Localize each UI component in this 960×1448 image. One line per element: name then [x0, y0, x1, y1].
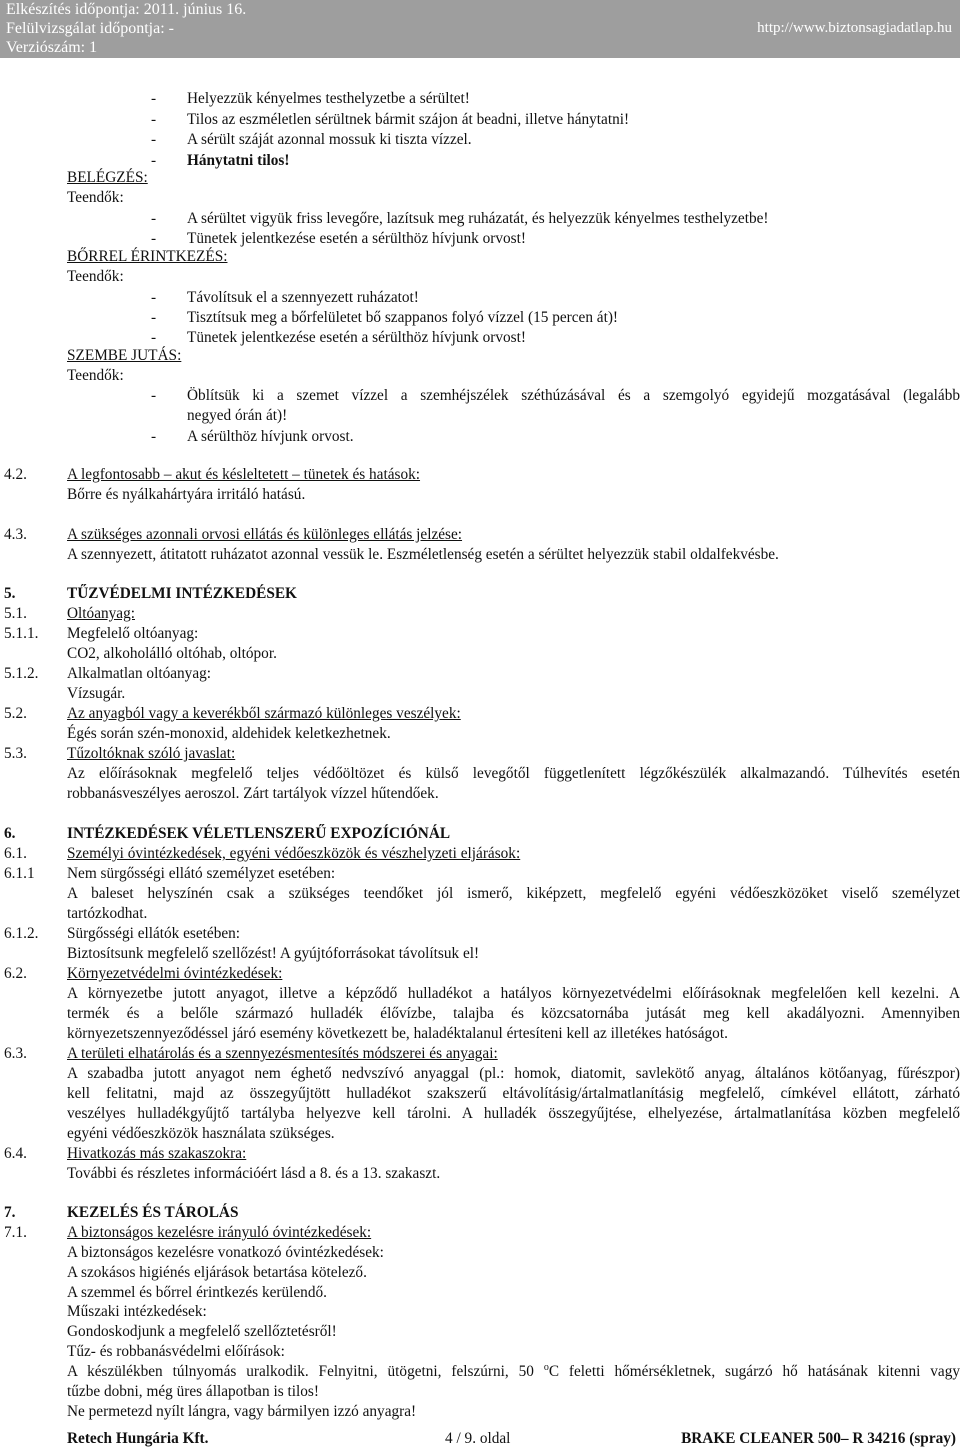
list-item: Tünetek jelentkezése esetén a sérülthöz hívjunk orvost!	[187, 230, 526, 247]
section-text: Műszaki intézkedések:	[67, 1303, 207, 1320]
section-number: 7.	[4, 1204, 16, 1221]
website-link[interactable]: http://www.biztonsagiadatlap.hu	[757, 20, 952, 36]
section-text: Vízsugár.	[67, 685, 126, 702]
section-text: Ne permetezd nyílt lángra, vagy bármilyen izzó anyagra!	[67, 1403, 417, 1420]
section-number: 6.3.	[4, 1045, 27, 1062]
section-number: 5.2.	[4, 705, 27, 722]
bullet-dash: -	[151, 230, 157, 247]
tasks-label: Teendők:	[67, 367, 124, 384]
section-text: tartózkodhat.	[67, 905, 148, 922]
section-heading: INTÉZKEDÉSEK VÉLETLENSZERŰ EXPOZÍCIÓNÁL	[67, 825, 451, 842]
footer-product: BRAKE CLEANER 500– R 34216 (spray)	[681, 1430, 956, 1447]
section-text: Gondoskodjunk a megfelelő szellőztetésről!	[67, 1323, 337, 1340]
bullet-dash: -	[151, 111, 157, 128]
section-text: termék és a belőle származó hulladék élővízbe, talajba és közcsatornába jutását meg kell akadályozni. Amennyiben	[67, 1005, 960, 1022]
version-number: Verziószám: 1	[6, 39, 98, 56]
section-text: A környezetbe jutott anyagot, illetve a képződő hulladékot a hatályos környezetvédelmi előírásoknak megfelelően kell kezelni. A	[67, 985, 960, 1002]
list-item: A sérültet vigyük friss levegőre, lazítsuk meg ruházatát, és helyezzük kényelmes testhelyzetbe!	[187, 210, 769, 227]
creation-date: Elkészítés időpontja: 2011. június 16.	[6, 1, 247, 18]
section-text: Bőrre és nyálkahártyára irritáló hatású.	[67, 486, 306, 503]
section-title: Az anyagból vagy a keverékből származó különleges veszélyek:	[67, 705, 461, 722]
list-item: Öblítsük ki a szemet vízzel a szemhéjszélek széthúzásával és a szemgolyó egyidejű mozgatásával (legalább	[187, 387, 960, 404]
degree-superscript: o	[543, 1361, 549, 1373]
bullet-dash: -	[151, 90, 157, 107]
list-item: A sérült száját azonnal mossuk ki tiszta vízzel.	[187, 131, 472, 148]
section-number: 5.1.	[4, 605, 27, 622]
section-text	[67, 1362, 960, 1381]
section-title: A biztonságos kezelésre irányuló óvintézkedések:	[67, 1224, 372, 1241]
bullet-dash: -	[151, 387, 157, 404]
section-text: További és részletes információért lásd a 8. és a 13. szakaszt.	[67, 1165, 441, 1182]
section-text: robbanásveszélyes aeroszol. Zárt tartályok vízzel hűtendőek.	[67, 785, 439, 802]
section-title: A szükséges azonnali orvosi ellátás és különleges ellátás jelzése:	[67, 526, 463, 543]
section-number: 6.2.	[4, 965, 27, 982]
section-title: Alkalmatlan oltóanyag:	[67, 665, 212, 682]
list-item: A sérülthöz hívjunk orvost.	[187, 428, 354, 445]
section-heading: TŰZVÉDELMI INTÉZKEDÉSEK	[67, 585, 297, 602]
section-title: Tűzoltóknak szóló javaslat:	[67, 745, 236, 762]
section-text: veszélyes hulladékgyűjtő tartályba helyezve kell tárolni. A hulladék összegyűjtése, elhelyezése, ártalmatlanítása közben megfelelő	[67, 1105, 960, 1122]
tasks-label: Teendők:	[67, 268, 124, 285]
section-number: 6.1.1	[4, 865, 35, 882]
section-text: Biztosítsunk megfelelő szellőzést! A gyújtóforrásokat távolítsuk el!	[67, 945, 480, 962]
section-title: Nem sürgősségi ellátó személyzet esetében:	[67, 865, 336, 882]
bullet-dash: -	[151, 289, 157, 306]
text-fragment: A készülékben túlnyomás uralkodik. Felnyitni, ütögetni, felszúrni, 50	[67, 1363, 534, 1380]
section-text: A szabadba jutott anyagot nem éghető nedvszívó anyaggal (pl.: homok, diatomit, savlekötő anyag, általános kötőanyag, fűrészpor)	[67, 1065, 960, 1082]
list-item: Tünetek jelentkezése esetén a sérülthöz hívjunk orvost!	[187, 329, 526, 346]
section-text: A biztonságos kezelésre vonatkozó óvintézkedések:	[67, 1244, 384, 1261]
bullet-dash: -	[151, 210, 157, 227]
list-item: Tilos az eszméletlen sérültnek bármit szájon át beadni, illetve hánytatni!	[187, 111, 630, 128]
section-text: Égés során szén-monoxid, aldehidek keletkezhetnek.	[67, 725, 391, 742]
section-number: 4.3.	[4, 526, 27, 543]
list-item: Távolítsuk el a szennyezett ruházatot!	[187, 289, 419, 306]
section-number: 6.	[4, 825, 16, 842]
bullet-dash: -	[151, 428, 157, 445]
page-header	[0, 0, 960, 58]
section-text: kell felitatni, majd az összegyűjtött hulladékot szakszerű eltávolításig/ártalmatlanításig megfelelő, címkével ellátott, zárható	[67, 1085, 960, 1102]
section-title: Oltóanyag:	[67, 605, 135, 622]
section-text: A baleset helyszínén csak a szükséges teendőket jól ismerő, kiképzett, megfelelő egyéni védőeszközöket viselő személyzet	[67, 885, 960, 902]
section-number: 6.4.	[4, 1145, 27, 1162]
section-number: 5.3.	[4, 745, 27, 762]
section-number: 5.1.2.	[4, 665, 39, 682]
section-title: Megfelelő oltóanyag:	[67, 625, 199, 642]
section-text: egyéni védőeszközök használata szükséges.	[67, 1125, 335, 1142]
tasks-label: Teendők:	[67, 189, 124, 206]
bullet-dash: -	[151, 131, 157, 148]
list-item-continuation: negyed órán át)!	[187, 407, 288, 424]
section-text: A szemmel és bőrrel érintkezés kerülendő.	[67, 1284, 327, 1301]
section-title: Sürgősségi ellátók esetében:	[67, 925, 241, 942]
revision-date: Felülvizsgálat időpontja: -	[6, 20, 174, 37]
section-number: 7.1.	[4, 1224, 27, 1241]
section-title: Hivatkozás más szakaszokra:	[67, 1145, 247, 1162]
section-number: 5.	[4, 585, 16, 602]
section-title: A területi elhatárolás és a szennyezésmentesítés módszerei és anyagai:	[67, 1045, 498, 1062]
text-fragment: C feletti hőmérsékletnek, sugárzó hő hatásának kitenni vagy	[548, 1363, 960, 1380]
footer-page-number: 4 / 9. oldal	[445, 1430, 511, 1447]
bullet-dash: -	[151, 152, 157, 169]
section-text: tűzbe dobni, még üres állapotban is tilos!	[67, 1383, 319, 1400]
eye-contact-title: SZEMBE JUTÁS:	[67, 347, 182, 364]
bullet-dash: -	[151, 309, 157, 326]
bullet-dash: -	[151, 329, 157, 346]
section-title: Környezetvédelmi óvintézkedések:	[67, 965, 283, 982]
list-item: Hánytatni tilos!	[187, 152, 290, 169]
section-heading: KEZELÉS ÉS TÁROLÁS	[67, 1204, 239, 1221]
list-item: Helyezzük kényelmes testhelyzetbe a sérültet!	[187, 90, 470, 107]
list-item: Tisztítsuk meg a bőrfelületet bő szappanos folyó vízzel (15 percen át)!	[187, 309, 619, 326]
section-number: 4.2.	[4, 466, 27, 483]
section-text: Tűz- és robbanásvédelmi előírások:	[67, 1343, 285, 1360]
section-text: A szennyezett, átitatott ruházatot azonnal vessük le. Eszméletlenség esetén a sérültet helyezzük stabil oldalfekvésbe.	[67, 546, 779, 563]
section-text: CO2, alkoholálló oltóhab, oltópor.	[67, 645, 277, 662]
section-text: környezetszennyeződéssel járó esemény következett be, haladéktalanul értesíteni kell az illetékes hatóságot.	[67, 1025, 728, 1042]
footer-company: Retech Hungária Kft.	[67, 1430, 209, 1447]
section-text: A szokásos higiénés eljárások betartása kötelező.	[67, 1264, 367, 1281]
section-title: A legfontosabb – akut és késleltetett – tünetek és hatások:	[67, 466, 421, 483]
inhalation-title: BELÉGZÉS:	[67, 169, 148, 186]
section-title: Személyi óvintézkedések, egyéni védőeszközök és vészhelyzeti eljárások:	[67, 845, 521, 862]
section-number: 5.1.1.	[4, 625, 39, 642]
section-text: Az előírásoknak megfelelő teljes védőöltözet és külső levegőtől függetlenített légzőkészülék alkalmazandó. Túlhevítés esetén	[67, 765, 960, 782]
section-number: 6.1.2.	[4, 925, 39, 942]
section-number: 6.1.	[4, 845, 27, 862]
skin-contact-title: BŐRREL ÉRINTKEZÉS:	[67, 248, 228, 265]
